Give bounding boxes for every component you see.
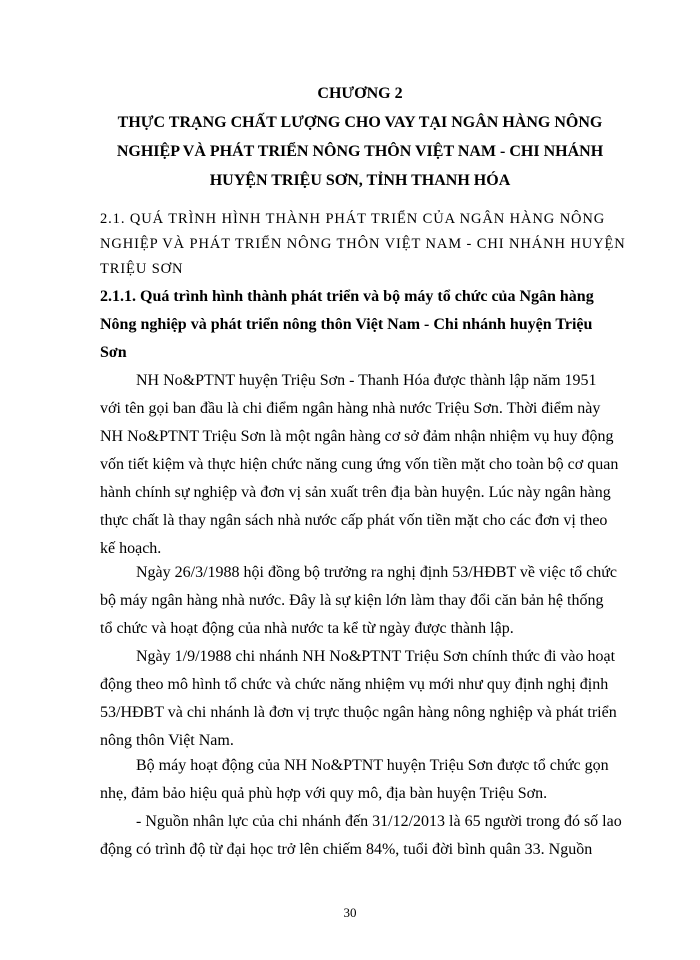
paragraph-line: Bộ máy hoạt động của NH No&PTNT huyện Triệu Sơn được tổ chức gọn xyxy=(136,757,609,774)
paragraph-human-resources xyxy=(100,808,640,864)
section-heading xyxy=(100,207,640,282)
page-number: 30 xyxy=(343,905,357,920)
section-heading-line: 2.1. QUÁ TRÌNH HÌNH THÀNH PHÁT TRIỂN CỦA NGÂN HÀNG NÔNG xyxy=(100,211,606,227)
paragraph-founding xyxy=(100,367,640,563)
paragraph-line: 53/HĐBT và chi nhánh là đơn vị trực thuộc ngân hàng nông nghiệp và phát triển xyxy=(100,704,617,721)
paragraph-line: NH No&PTNT huyện Triệu Sơn - Thanh Hóa được thành lập năm 1951 xyxy=(136,372,597,389)
paragraph-line: Ngày 26/3/1988 hội đồng bộ trưởng ra nghị định 53/HĐBT về việc tổ chức xyxy=(136,564,617,581)
section-heading-line: TRIỆU SƠN xyxy=(100,261,184,277)
chapter-title-line: THỰC TRẠNG CHẤT LƯỢNG CHO VAY TẠI NGÂN HÀNG NÔNG xyxy=(117,114,603,131)
paragraph-line: với tên gọi ban đầu là chi điểm ngân hàng nhà nước Triệu Sơn. Thời điểm này xyxy=(100,400,601,417)
paragraph-branch-start xyxy=(100,643,640,755)
paragraph-line: hành chính sự nghiệp và đơn vị sản xuất trên địa bàn huyện. Lúc này ngân hàng xyxy=(100,484,611,501)
subsection-heading-line: Nông nghiệp và phát triển nông thôn Việt Nam - Chi nhánh huyện Triệu xyxy=(100,316,593,333)
subsection-heading-line: 2.1.1. Quá trình hình thành phát triển và bộ máy tổ chức của Ngân hàng xyxy=(100,288,594,305)
subsection-heading xyxy=(100,283,640,367)
paragraph-decree xyxy=(100,559,640,643)
paragraph-line: bộ máy ngân hàng nhà nước. Đây là sự kiện lớn làm thay đổi căn bản hệ thống xyxy=(100,592,604,609)
chapter-title-line: HUYỆN TRIỆU SƠN, TỈNH THANH HÓA xyxy=(209,172,511,189)
subsection-heading-line: Sơn xyxy=(100,344,127,361)
paragraph-line: thực chất là thay ngân sách nhà nước cấp phát vốn tiền mặt cho các đơn vị theo xyxy=(100,512,608,529)
paragraph-line: nông thôn Việt Nam. xyxy=(100,732,234,749)
paragraph-organization xyxy=(100,752,640,808)
paragraph-line: động theo mô hình tổ chức và chức năng nhiệm vụ mới như quy định nghị định xyxy=(100,676,609,693)
paragraph-line: động có trình độ từ đại học trở lên chiếm 84%, tuổi đời bình quân 33. Nguồn xyxy=(100,841,593,858)
paragraph-line: kế hoạch. xyxy=(100,540,162,557)
section-heading-line: NGHIỆP VÀ PHÁT TRIỂN NÔNG THÔN VIỆT NAM - CHI NHÁNH HUYỆN xyxy=(100,236,626,252)
paragraph-line: NH No&PTNT Triệu Sơn là một ngân hàng cơ sở đảm nhận nhiệm vụ huy động xyxy=(100,428,614,445)
paragraph-line: Ngày 1/9/1988 chi nhánh NH No&PTNT Triệu Sơn chính thức đi vào hoạt xyxy=(136,648,616,665)
chapter-number: CHƯƠNG 2 xyxy=(317,85,403,102)
chapter-title xyxy=(100,79,620,195)
chapter-title-line: NGHIỆP VÀ PHÁT TRIỂN NÔNG THÔN VIỆT NAM - CHI NHÁNH xyxy=(116,143,604,160)
paragraph-line: vốn tiết kiệm và thực hiện chức năng cung ứng vốn tiền mặt cho toàn bộ cơ quan xyxy=(100,456,619,473)
paragraph-line: tổ chức và hoạt động của nhà nước ta kể từ ngày được thành lập. xyxy=(100,620,514,637)
paragraph-line: nhẹ, đảm bảo hiệu quả phù hợp với quy mô, địa bàn huyện Triệu Sơn. xyxy=(100,785,548,802)
paragraph-line: - Nguồn nhân lực của chi nhánh đến 31/12/2013 là 65 người trong đó số lao xyxy=(136,813,622,830)
